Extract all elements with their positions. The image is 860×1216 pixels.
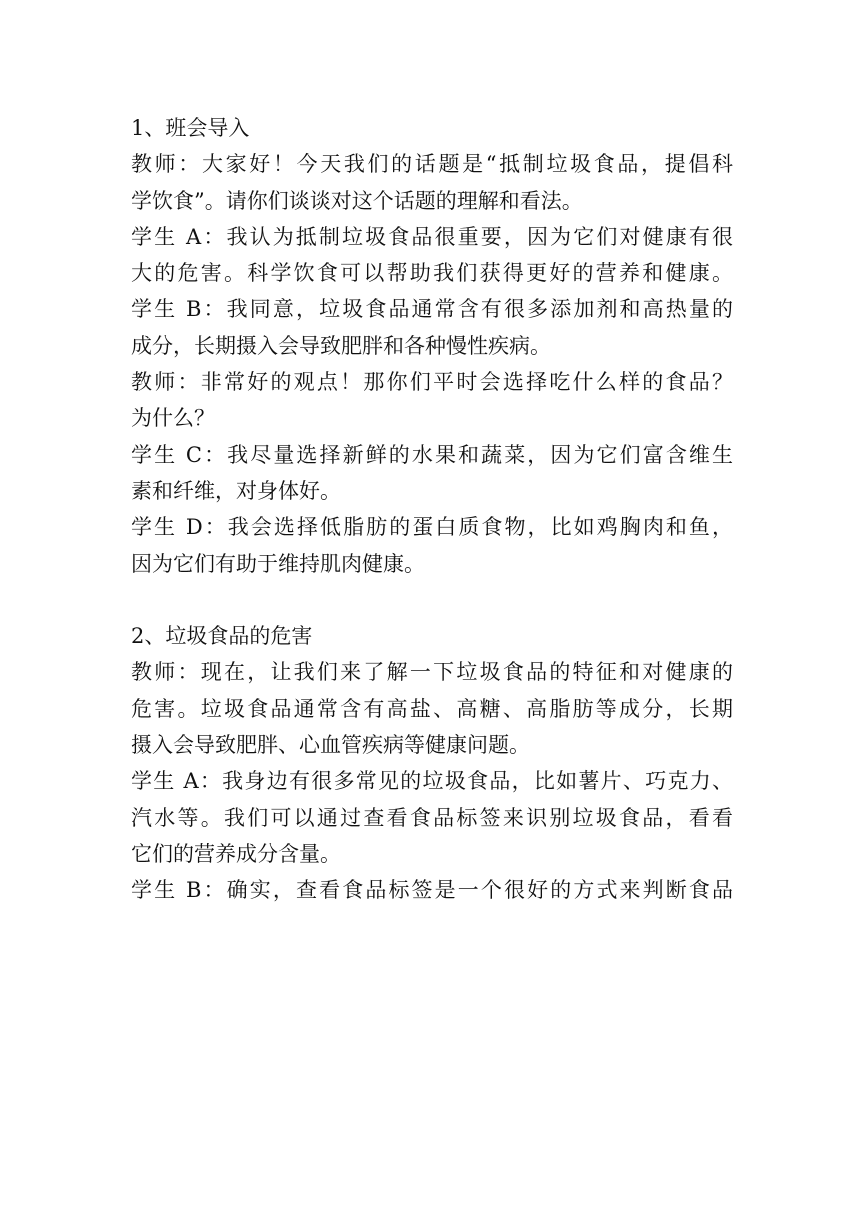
text-line: 它们的营养成分含量。 <box>131 841 341 866</box>
text-line: 危害。垃圾食品通常含有高盐、高糖、高脂肪等成分，长期 <box>131 696 733 721</box>
text-line: 教师：非常好的观点！那你们平时会选择吃什么样的食品？ <box>131 370 733 395</box>
document-body <box>131 110 733 909</box>
text-line: 学生 B：我同意，垃圾食品通常含有很多添加剂和高热量的 <box>131 297 733 322</box>
section-heading: 1、班会导入 <box>131 116 250 140</box>
text-line: 教师：大家好！今天我们的话题是“抵制垃圾食品，提倡科 <box>131 152 733 177</box>
text-line: 为什么？ <box>131 406 215 431</box>
paragraph-gap <box>131 582 733 618</box>
text-line: 摄入会导致肥胖、心血管疾病等健康问题。 <box>131 733 530 758</box>
text-line: 学生 A：我身边有很多常见的垃圾食品，比如薯片、巧克力、 <box>131 769 733 794</box>
text-line: 学生 D：我会选择低脂肪的蛋白质食物，比如鸡胸肉和鱼， <box>131 515 733 540</box>
text-line: 因为它们有助于维持肌肉健康。 <box>131 551 425 576</box>
text-line: 学生 A：我认为抵制垃圾食品很重要，因为它们对健康有很 <box>131 224 733 249</box>
section-heading: 2、垃圾食品的危害 <box>131 624 313 649</box>
text-line: 教师：现在，让我们来了解一下垃圾食品的特征和对健康的 <box>131 660 733 685</box>
text-line: 学饮食”。请你们谈谈对这个话题的理解和看法。 <box>131 188 583 213</box>
text-line: 成分，长期摄入会导致肥胖和各种慢性疾病。 <box>131 333 551 358</box>
text-line: 素和纤维，对身体好。 <box>131 478 341 503</box>
text-line: 学生 B：确实，查看食品标签是一个很好的方式来判断食品 <box>131 878 733 903</box>
text-line: 大的危害。科学饮食可以帮助我们获得更好的营养和健康。 <box>131 261 733 286</box>
text-line: 汽水等。我们可以通过查看食品标签来识别垃圾食品，看看 <box>131 805 733 830</box>
text-line: 学生 C：我尽量选择新鲜的水果和蔬菜，因为它们富含维生 <box>131 442 733 467</box>
